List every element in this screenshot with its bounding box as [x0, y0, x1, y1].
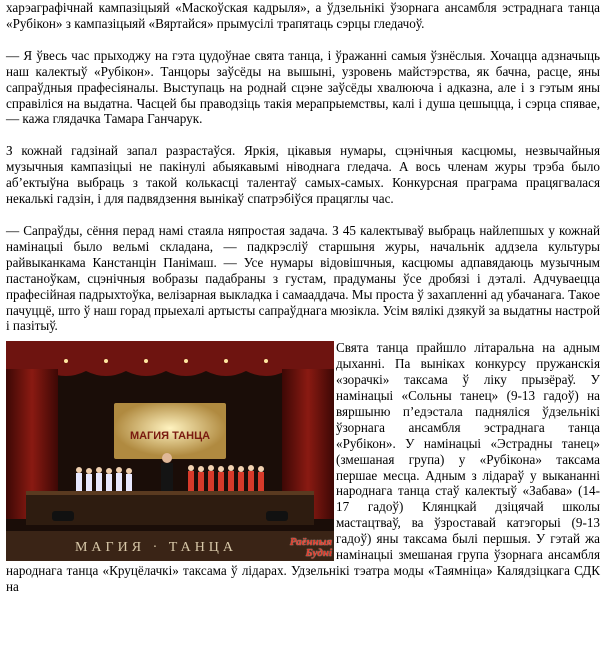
watermark-line-2: Будні — [305, 547, 332, 560]
banner-text: МАГИЯ ТАНЦА — [129, 430, 211, 443]
article-paragraph: — Сапраўды, сёння перад намі стаяла няпростая задача. З 45 калектываў выбраць найлепшых у кожнай намінацыі было вельмі складана, — падкрэсліў старшыня журы, начальнік аддзела культуры райвыканкама Канстанцін Панімаш. — Усе нумары відовішчныя, касцюмы адпавядаюць музычным пастаноўкам, сцэнічныя вобразы падабраны з густам, прадуманы ўсе дробязі і дэталі. Адчуваецца прафесійная падрыхтоўка, велізарная выкладка і самааддача. Мы проста ў захапленні ад убачанага. Такое пачуццё, што ў наш горад прыехалі артысты сапраўднага мюзікла. Усім вялікі дзякуй за выдатны настрой і пазітыў. — [6, 222, 600, 334]
article-paragraph: З кожнай гадзінай запал разрастаўся. Яркія, цікавыя нумары, сцэнічныя касцюмы, незвычайныя музычныя кампазіцыі не пакінулі абыякавымі ніводнага гледача. А вось членам журы трэба было аб’ектыўна выбраць з такой колькасці талентаў самых-самых. Конкурсная праграма працягвалася некалькі гадзін, і для падвядзення вынікаў спатрэбіўся працяглы час. — [6, 143, 600, 207]
floor-banner-text: МАГИЯ · ТАНЦА — [74, 540, 238, 556]
article-paragraph: Свята танца прайшло літаральна на адным дыханні. Па выніках конкурсу пружанскія «зорачкі» таксама ў ліку прызёраў. У намінацыі «Сольны танец» (9-13 гадоў) на вяршыню п’едэстала падняліся ўдзельнікі ўзорнага ансамбля эстраднага танца «Рубікон». У намінацыі «Эстрадны танец» (змешаная група) у «Рубікона» таксама першае месца. Адным з лідараў у выкананні народнага танца стаў калектыў «Забава» (14-17 гадоў) Клянцкай дзіцячай школы мастацтваў, ва ўзроставай катэгорыі (9-13 гадоў) яны таксама былі першыя. У гэтай жа намінацыі змешаная група ўзорнага ансамбля народнага танца «Круцёлачкі» таксама ў лідарах. Удзельнікі тэатра моды «Таямніца» Калядзіцкага СДК на — [6, 340, 600, 594]
article-paragraph: харэаграфічнай кампазіцыяй «Маскоўская кадрыля», а ўдзельнікі ўзорнага ансамбля эстраднага танца «Рубікон» з кампазіцыяй «Вяртайся» прымусілі трапятаць сэрцы гледачоў. — [6, 0, 600, 31]
watermark-logo — [290, 537, 332, 559]
event-photo[interactable] — [6, 341, 334, 561]
photo-with-caption — [6, 340, 600, 595]
article-paragraph: — Я ўвесь час прыходжу на гэта цудоўнае свята танца, і ўражанні самыя ўзнёслыя. Хочацца адзначыць наш калектыў «Рубікон». Танцоры заўсёды на вышыні, узровень майстэрства, як бачна, расце, яны сапраўдныя прафесіяналы. Выступаць на роднай сцэне заўсёды хвалююча і адказна, але і з гэтым яны справіліся на выдатна. Часцей бы праводзіць такія мерапрыемствы, калі і душа цешыцца, і сэрца спявае, — кажа глядачка Тамара Ганчарук. — [6, 47, 600, 127]
watermark-line-1: Раённыя — [289, 536, 332, 549]
stage-photo-illustration — [6, 341, 334, 561]
